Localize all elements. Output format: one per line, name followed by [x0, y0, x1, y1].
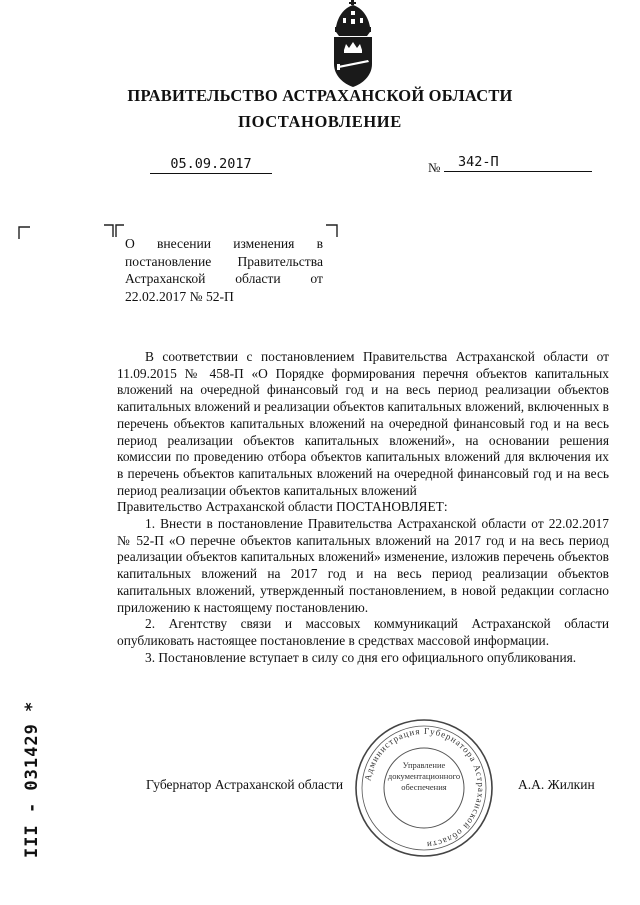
subject-bracket-right: [325, 224, 339, 238]
number-label: №: [428, 160, 441, 175]
decree-number-value: 342-П: [458, 154, 499, 170]
item-2-paragraph: 2. Агентству связи и массовых коммуникаций Астраханской области опубликовать настоящее постановление в средствах массовой информации.: [117, 616, 609, 648]
signatory-name: А.А. Жилкин: [518, 777, 595, 792]
subject-bracket-left-inner: [103, 224, 125, 238]
decree-body: [117, 349, 609, 666]
item-3-paragraph: 3. Постановление вступает в силу со дня его официального опубликования.: [145, 649, 577, 665]
preamble-paragraph: В соответствии с постановлением Правительства Астраханской области от 11.09.2015 № 458-П «О Порядке формирования перечня объектов капитальных вложений на очередной финансовый год и на весь период реализации объектов капитальных вложений и реализации объектов капитальных вложений, включенных в перечень объектов капитальных вложений на очередной финансовый год и на весь период реализации объектов капитальных вложений», на основании решения комиссии по проведению отбора объектов капитальных вложений для включения их в перечень объектов капитальных вложений на очередной финансовый год и на весь период реализации объектов капитальных вложений: [117, 349, 609, 498]
document-type-title: ПОСТАНОВЛЕНИЕ: [238, 112, 402, 131]
coat-of-arms-emblem: [322, 0, 384, 88]
government-title: ПРАВИТЕЛЬСТВО АСТРАХАНСКОЙ ОБЛАСТИ: [127, 86, 513, 105]
subject-bracket-left-outer: [18, 226, 32, 240]
side-code-text: III - 031429 *: [22, 700, 42, 858]
resolves-line: Правительство Астраханской области ПОСТАНОВЛЯЕТ:: [117, 499, 448, 515]
stamp-ring-text: Администрация Губернатора Астраханской области: [362, 725, 487, 851]
signatory-role: Губернатор Астраханской области: [146, 777, 344, 792]
stamp-center-text: Управление документационного обеспечения: [387, 760, 461, 792]
side-registration-code: [14, 688, 54, 858]
decree-number: [444, 154, 592, 172]
item-1-paragraph: 1. Внести в постановление Правительства Астраханской области от 22.02.2017 № 52-П «О перечне объектов капитальных вложений на 2017 год и на весь период реализации объектов капитальных вложений» изменение, изложив перечень объектов капитальных вложений на 2017 год и на весь период реализации объектов капитальных вложений, утвержденный постановлением, в новой редакции согласно приложению к настоящему постановлению.: [117, 516, 609, 615]
decree-subject: О внесении изменения в постановление Правительства Астраханской области от 22.02.2017 № 52-П: [125, 236, 323, 304]
decree-date: 05.09.2017: [150, 156, 272, 174]
